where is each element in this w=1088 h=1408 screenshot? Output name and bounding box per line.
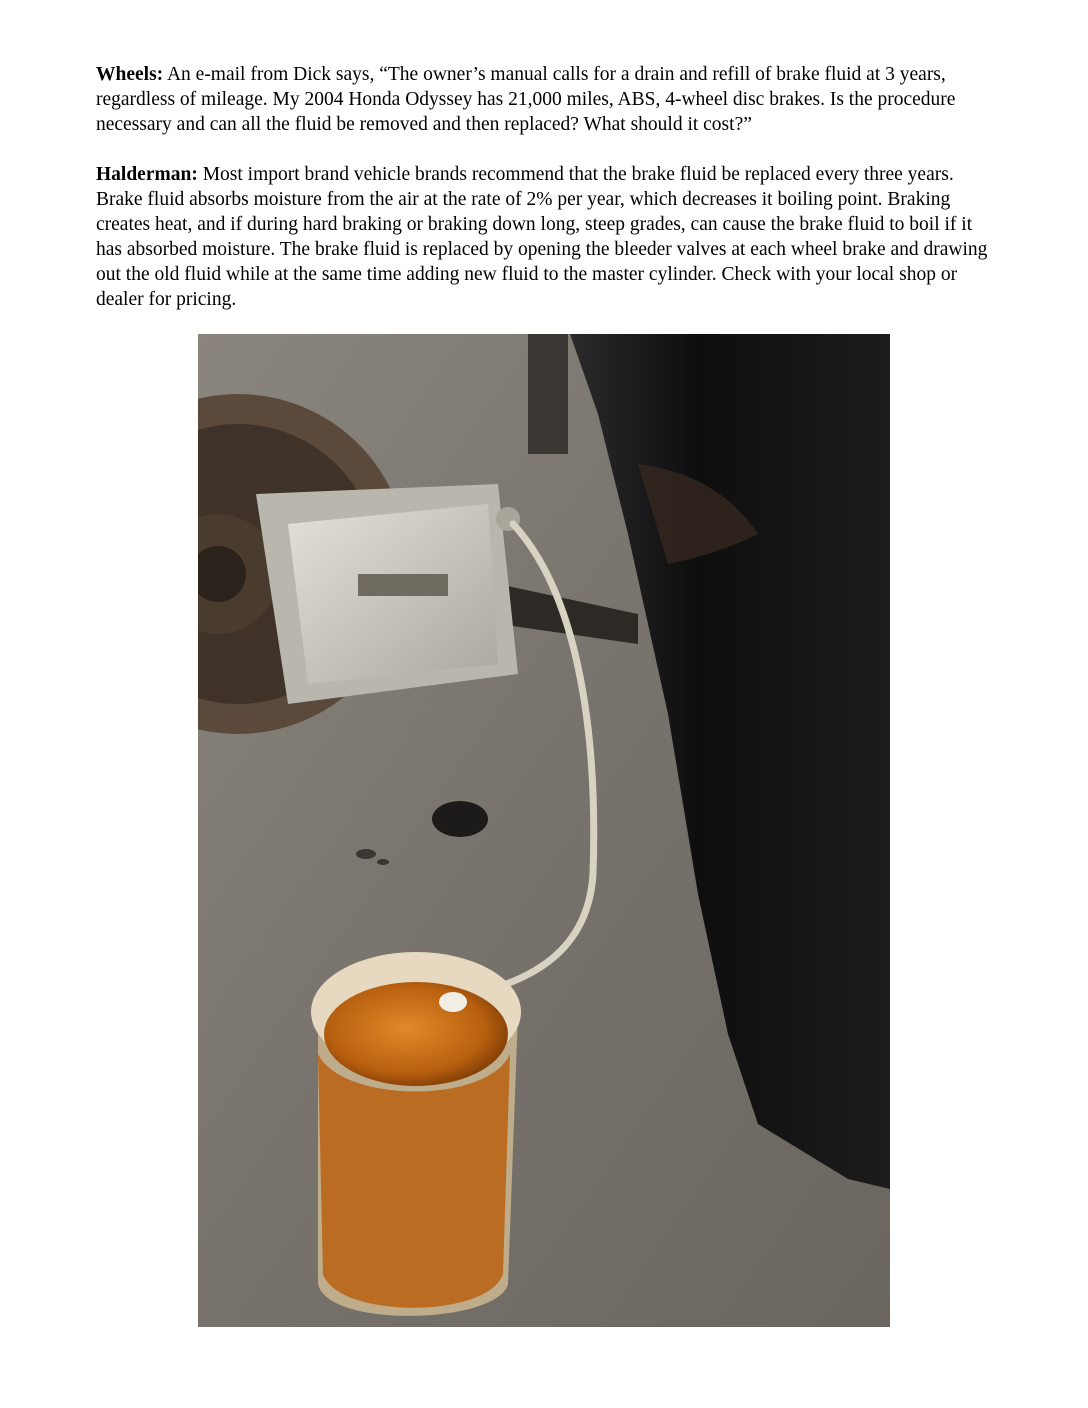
paragraph-text: An e-mail from Dick says, “The owner’s manual calls for a drain and refill of brake fluid at 3 years, regardless of mileage. My 2004 Honda Odyssey has 21,000 miles, ABS, 4-wheel disc brakes. Is the procedure necessary and can all the fluid be removed and then replaced? What should it cost?” xyxy=(96,64,956,135)
paragraph-question xyxy=(96,62,996,137)
paragraph-text: Most import brand vehicle brands recommend that the brake fluid be replaced every three years. Brake fluid absorbs moisture from the air at the rate of 2% per year, which decreases it boiling point. Braking creates heat, and if during hard braking or braking down long, steep grades, can cause the brake fluid to boil if it has absorbed moisture. The brake fluid is replaced by opening the bleeder valves at each wheel brake and drawing out the old fluid while at the same time adding new fluid to the master cylinder. Check with your local shop or dealer for pricing. xyxy=(96,164,988,310)
fluid-jar xyxy=(311,952,521,1316)
speaker-label: Halderman: xyxy=(96,164,198,185)
photo-illustration xyxy=(198,334,890,1327)
speaker-label: Wheels: xyxy=(96,64,164,85)
oil-stain xyxy=(432,801,488,837)
paragraph-answer xyxy=(96,162,996,312)
brake-bleeding-photo xyxy=(198,334,890,1327)
